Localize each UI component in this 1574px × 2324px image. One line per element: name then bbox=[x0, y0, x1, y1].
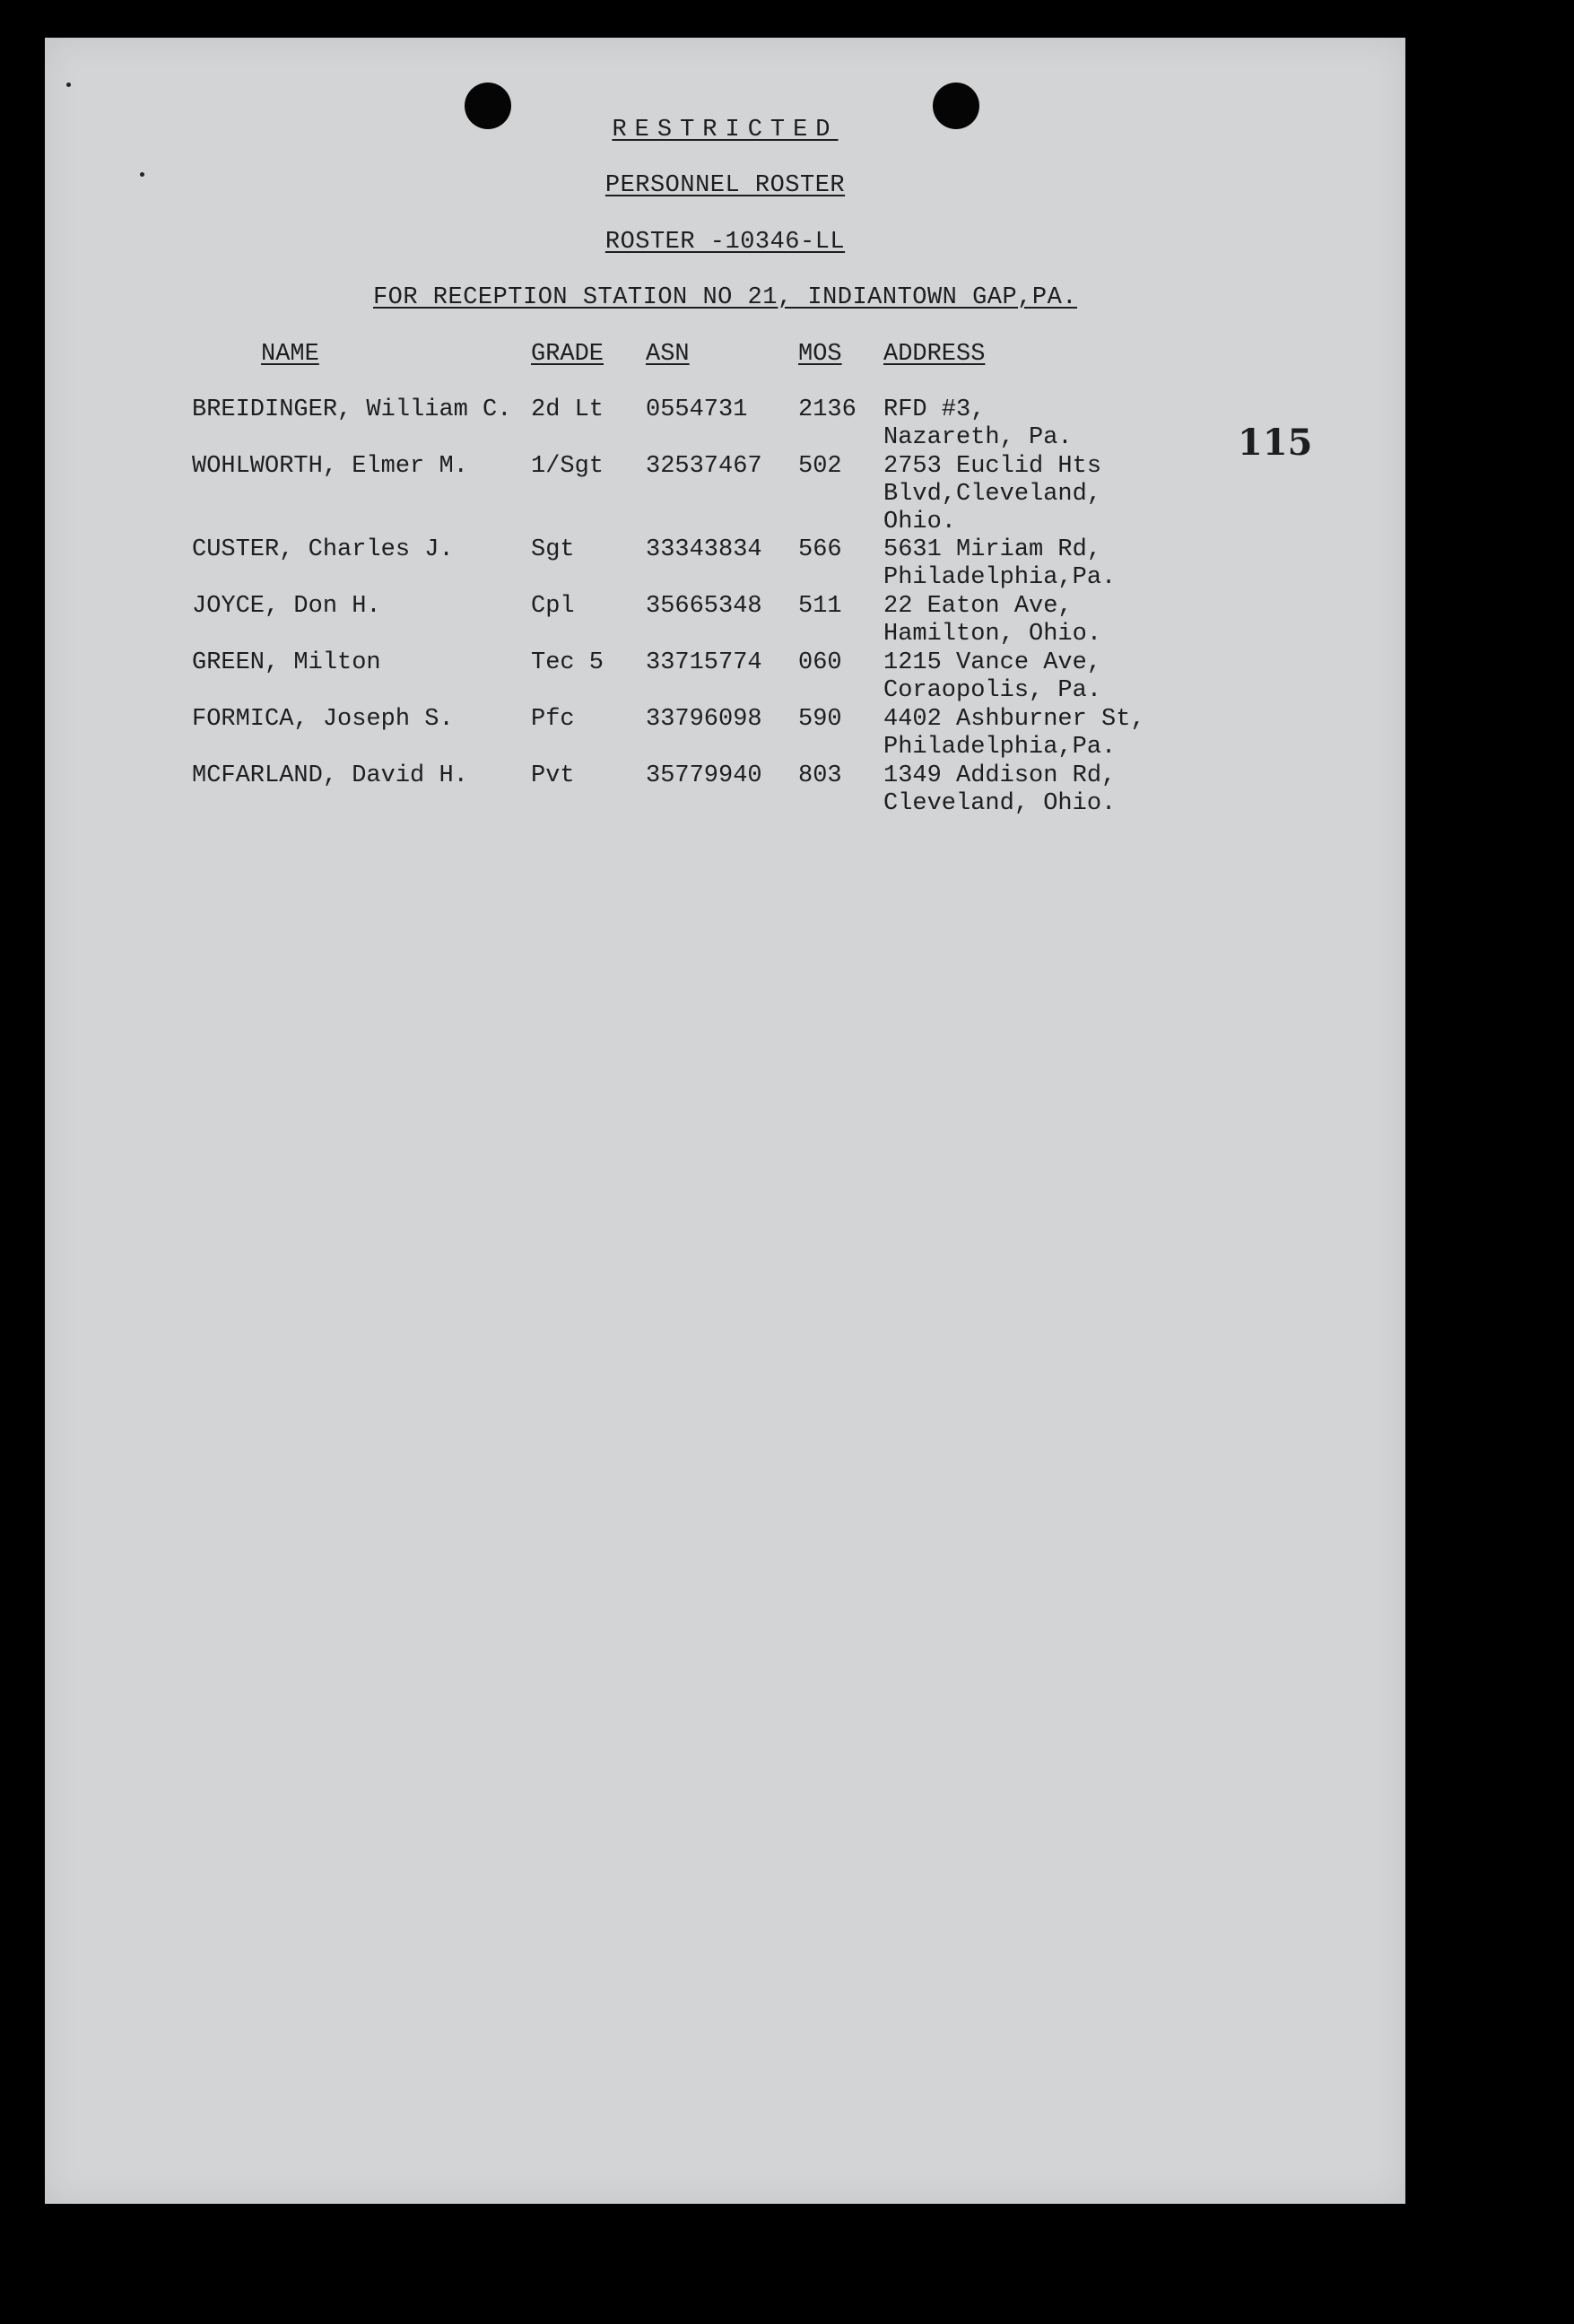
cell-mos: 590 bbox=[798, 706, 842, 733]
cell-asn: 33343834 bbox=[646, 536, 762, 563]
address-line: 22 Eaton Ave, bbox=[883, 593, 1073, 620]
cell-address bbox=[883, 649, 1101, 705]
cell-address bbox=[883, 706, 1145, 762]
ink-speck bbox=[66, 83, 71, 87]
address-line: RFD #3, bbox=[883, 396, 986, 423]
address-line: 4402 Ashburner St, bbox=[883, 706, 1145, 733]
table-row bbox=[45, 453, 1405, 535]
cell-asn: 0554731 bbox=[646, 396, 748, 423]
column-header-mos: MOS bbox=[798, 341, 842, 368]
table-row bbox=[45, 649, 1405, 703]
column-header-asn: ASN bbox=[646, 341, 690, 368]
cell-grade: Sgt bbox=[531, 536, 575, 563]
table-row bbox=[45, 762, 1405, 816]
classification-heading bbox=[45, 117, 1405, 144]
table-row bbox=[45, 536, 1405, 590]
address-line: Blvd,Cleveland, bbox=[883, 481, 1102, 508]
cell-asn: 33715774 bbox=[646, 649, 762, 676]
cell-name: MCFARLAND, David H. bbox=[192, 762, 468, 789]
cell-name: CUSTER, Charles J. bbox=[192, 536, 454, 563]
classification-text: RESTRICTED bbox=[612, 117, 839, 144]
cell-grade: 2d Lt bbox=[531, 396, 604, 423]
cell-mos: 060 bbox=[798, 649, 842, 676]
column-header-grade: GRADE bbox=[531, 341, 604, 368]
roster-title-text: PERSONNEL ROSTER bbox=[604, 172, 846, 199]
address-line: 1215 Vance Ave, bbox=[883, 649, 1102, 676]
column-header-address: ADDRESS bbox=[883, 341, 986, 368]
cell-grade: Cpl bbox=[531, 593, 575, 620]
cell-asn: 35665348 bbox=[646, 593, 762, 620]
station-line bbox=[45, 284, 1405, 311]
cell-grade: Tec 5 bbox=[531, 649, 604, 676]
cell-name: FORMICA, Joseph S. bbox=[192, 706, 454, 733]
page-number: 115 bbox=[1238, 422, 1313, 464]
cell-address bbox=[883, 536, 1116, 592]
table-row bbox=[45, 706, 1405, 760]
address-line: Cleveland, Ohio. bbox=[883, 790, 1117, 817]
cell-mos: 566 bbox=[798, 536, 842, 563]
table-row bbox=[45, 396, 1405, 450]
address-line: Coraopolis, Pa. bbox=[883, 677, 1102, 704]
cell-address bbox=[883, 762, 1116, 818]
cell-grade: Pfc bbox=[531, 706, 575, 733]
table-row bbox=[45, 593, 1405, 647]
cell-name: JOYCE, Don H. bbox=[192, 593, 381, 620]
address-line: 5631 Miriam Rd, bbox=[883, 536, 1102, 563]
cell-address bbox=[883, 593, 1101, 648]
address-line: 1349 Addison Rd, bbox=[883, 762, 1117, 789]
station-text: FOR RECEPTION STATION NO 21, INDIANTOWN GAP,PA. bbox=[372, 284, 1078, 311]
cell-address bbox=[883, 396, 1073, 452]
cell-mos: 2136 bbox=[798, 396, 857, 423]
cell-mos: 511 bbox=[798, 593, 842, 620]
cell-grade: Pvt bbox=[531, 762, 575, 789]
roster-title bbox=[45, 172, 1405, 199]
cell-name: GREEN, Milton bbox=[192, 649, 381, 676]
cell-asn: 35779940 bbox=[646, 762, 762, 789]
cell-asn: 32537467 bbox=[646, 453, 762, 480]
roster-number-text: ROSTER -10346-LL bbox=[604, 229, 846, 256]
address-line: Philadelphia,Pa. bbox=[883, 734, 1117, 761]
cell-address bbox=[883, 453, 1101, 536]
document-page bbox=[45, 38, 1405, 2204]
cell-name: BREIDINGER, William C. bbox=[192, 396, 512, 423]
address-line: Nazareth, Pa. bbox=[883, 424, 1073, 451]
address-line: Ohio. bbox=[883, 509, 957, 535]
address-line: 2753 Euclid Hts bbox=[883, 453, 1102, 480]
roster-number bbox=[45, 229, 1405, 256]
cell-mos: 803 bbox=[798, 762, 842, 789]
address-line: Philadelphia,Pa. bbox=[883, 564, 1117, 591]
cell-asn: 33796098 bbox=[646, 706, 762, 733]
address-line: Hamilton, Ohio. bbox=[883, 621, 1102, 648]
cell-name: WOHLWORTH, Elmer M. bbox=[192, 453, 468, 480]
cell-mos: 502 bbox=[798, 453, 842, 480]
column-header-name: NAME bbox=[261, 341, 319, 368]
cell-grade: 1/Sgt bbox=[531, 453, 604, 480]
